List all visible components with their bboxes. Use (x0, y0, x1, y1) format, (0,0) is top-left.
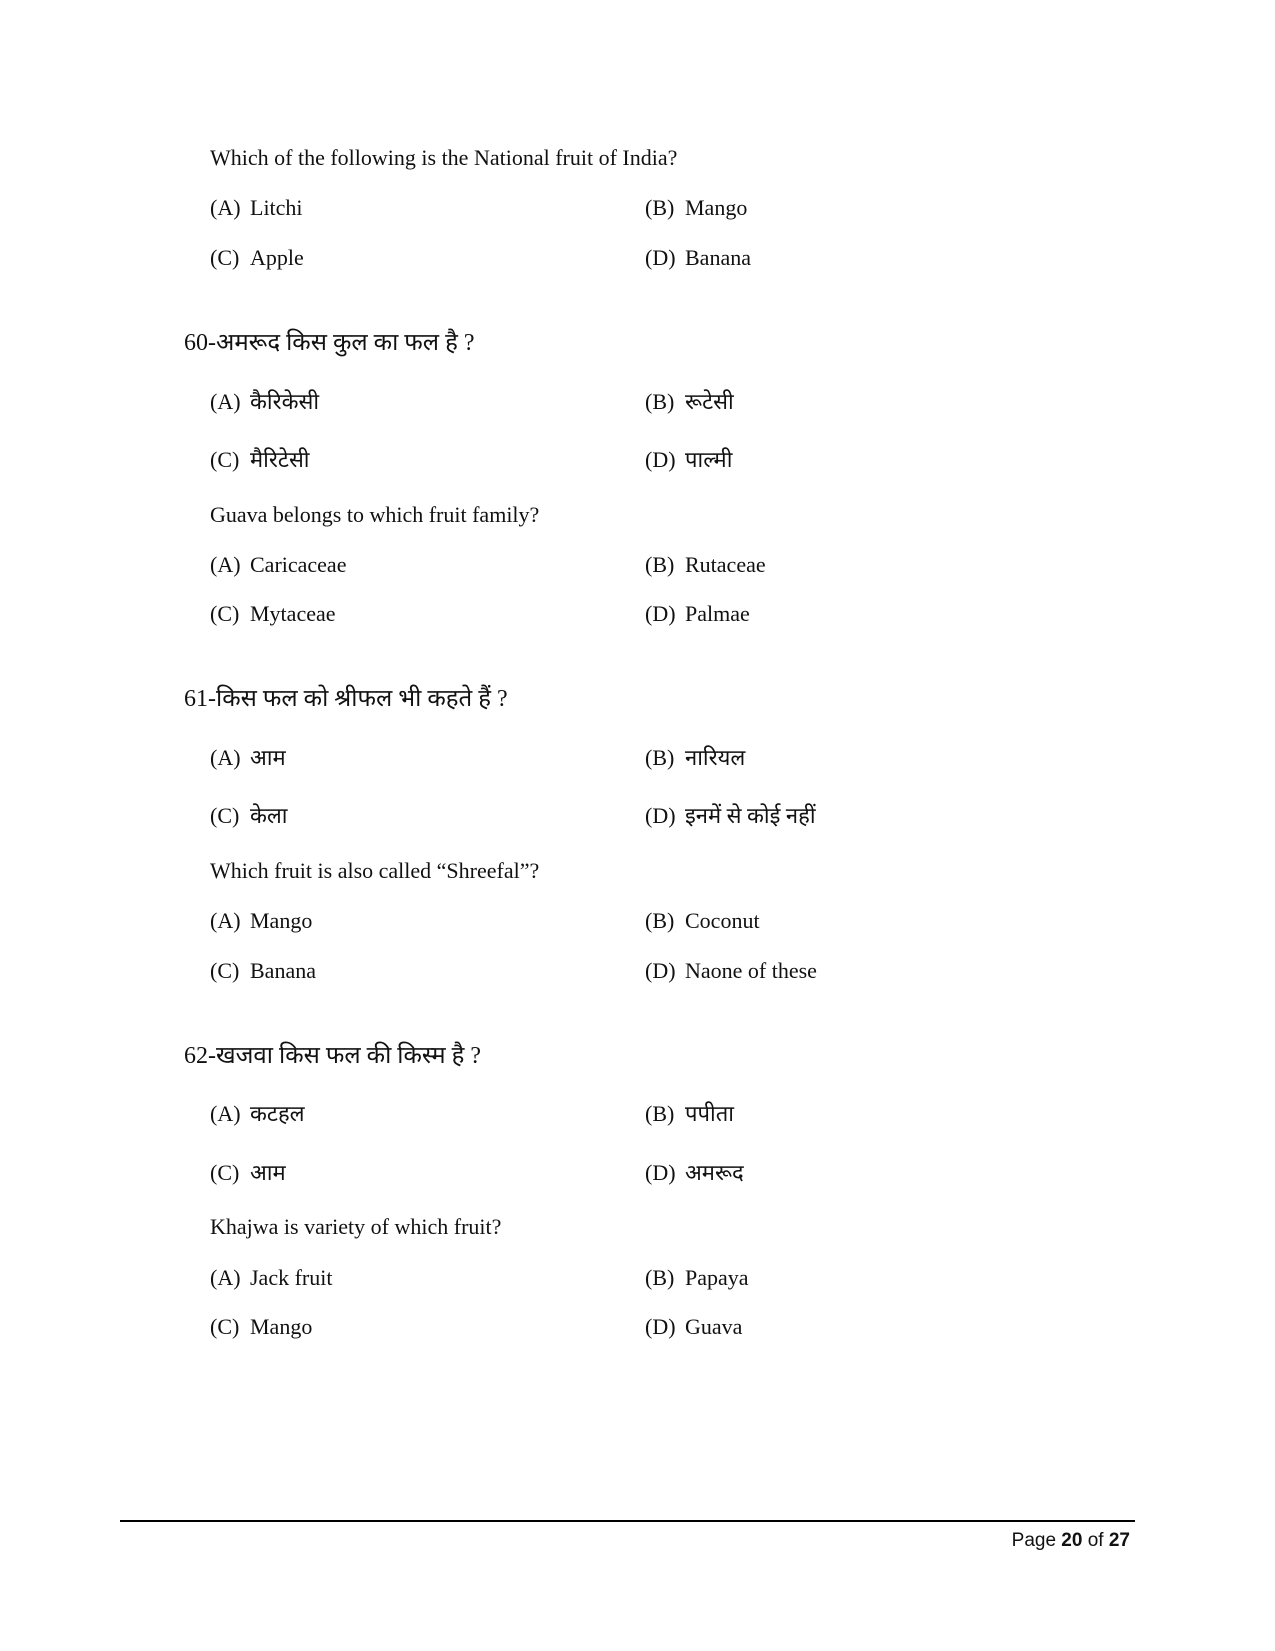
option-label: (C) (210, 1160, 240, 1185)
option-label: (D) (645, 245, 676, 270)
option-a (210, 1264, 332, 1292)
option-label: (A) (210, 1265, 241, 1290)
option-text: आम (250, 1160, 286, 1185)
option-text: नारियल (685, 745, 746, 770)
question-62-hindi: 62-खजवा किस फल की किस्म है ? (184, 1043, 482, 1069)
option-text: Palmae (685, 601, 750, 626)
option-label: (A) (210, 552, 241, 577)
option-text: कैरिकेसी (250, 389, 320, 414)
option-label: (C) (210, 958, 240, 983)
option-a (210, 194, 303, 222)
option-a (210, 551, 346, 579)
option-d (645, 1313, 742, 1341)
option-text: अमरूद (685, 1160, 744, 1185)
option-b (645, 194, 747, 222)
option-text: Naone of these (685, 958, 817, 983)
option-b (645, 744, 745, 772)
option-c (210, 446, 310, 474)
option-text: पपीता (685, 1101, 734, 1126)
option-label: (B) (645, 745, 675, 770)
question-62-english: Khajwa is variety of which fruit? (210, 1214, 502, 1239)
question-61-hindi: 61-किस फल को श्रीफल भी कहते हैं ? (184, 686, 508, 712)
option-label: (C) (210, 803, 240, 828)
option-text: मैरिटेसी (250, 447, 310, 472)
page-number (1012, 1530, 1130, 1552)
option-text: इनमें से कोई नहीं (685, 803, 816, 828)
option-a (210, 744, 286, 772)
option-label: (C) (210, 245, 240, 270)
question-61-english: Which fruit is also called “Shreefal”? (210, 858, 540, 883)
footer-divider (120, 1520, 1135, 1522)
option-b (645, 388, 734, 416)
option-text: Caricaceae (250, 552, 347, 577)
option-text: Guava (685, 1314, 743, 1339)
option-c (210, 600, 336, 628)
option-label: (B) (645, 552, 675, 577)
option-label: (C) (210, 601, 240, 626)
option-d (645, 957, 817, 985)
option-label: (A) (210, 1101, 241, 1126)
option-text: Mango (250, 908, 313, 933)
option-text: Coconut (685, 908, 760, 933)
option-label: (B) (645, 389, 675, 414)
option-label: (A) (210, 745, 241, 770)
option-a (210, 907, 312, 935)
option-c (210, 802, 288, 830)
option-text: पाल्मी (685, 447, 733, 472)
option-label: (B) (645, 1101, 675, 1126)
option-b (645, 551, 766, 579)
option-text: Apple (250, 245, 304, 270)
option-label: (B) (645, 908, 675, 933)
option-label: (B) (645, 195, 675, 220)
option-label: (C) (210, 1314, 240, 1339)
option-text: केला (250, 803, 288, 828)
option-text: Litchi (250, 195, 303, 220)
option-text: कटहल (250, 1101, 305, 1126)
option-text: Banana (250, 958, 316, 983)
option-label: (D) (645, 958, 676, 983)
option-label: (B) (645, 1265, 675, 1290)
option-a (210, 388, 319, 416)
option-label: (C) (210, 447, 240, 472)
option-a (210, 1100, 305, 1128)
question-60-hindi: 60-अमरूद किस कुल का फल है ? (184, 330, 475, 356)
option-text: Rutaceae (685, 552, 766, 577)
question-60-english: Guava belongs to which fruit family? (210, 502, 540, 527)
page-prefix: Page (1011, 1530, 1057, 1551)
option-text: Mango (685, 195, 748, 220)
option-label: (D) (645, 601, 676, 626)
page-current: 20 (1061, 1530, 1083, 1551)
page-of: of (1087, 1530, 1104, 1551)
option-label: (D) (645, 447, 676, 472)
option-c (210, 957, 316, 985)
option-label: (A) (210, 195, 241, 220)
option-d (645, 1159, 744, 1187)
option-d (645, 600, 750, 628)
option-d (645, 446, 732, 474)
option-c (210, 244, 304, 272)
option-label: (A) (210, 389, 241, 414)
option-text: Mytaceae (250, 601, 336, 626)
option-d (645, 802, 816, 830)
option-c (210, 1313, 312, 1341)
option-d (645, 244, 751, 272)
option-label: (D) (645, 1314, 676, 1339)
option-b (645, 1264, 749, 1292)
question-59-english: Which of the following is the National fruit of India? (210, 145, 678, 170)
option-label: (D) (645, 803, 676, 828)
option-label: (A) (210, 908, 241, 933)
option-text: Papaya (685, 1265, 749, 1290)
option-text: Banana (685, 245, 751, 270)
option-c (210, 1159, 286, 1187)
option-b (645, 1100, 734, 1128)
option-text: Mango (250, 1314, 313, 1339)
option-b (645, 907, 760, 935)
page-total: 27 (1108, 1530, 1130, 1551)
option-label: (D) (645, 1160, 676, 1185)
option-text: आम (250, 745, 286, 770)
option-text: Jack fruit (250, 1265, 333, 1290)
option-text: रूटेसी (685, 389, 734, 414)
